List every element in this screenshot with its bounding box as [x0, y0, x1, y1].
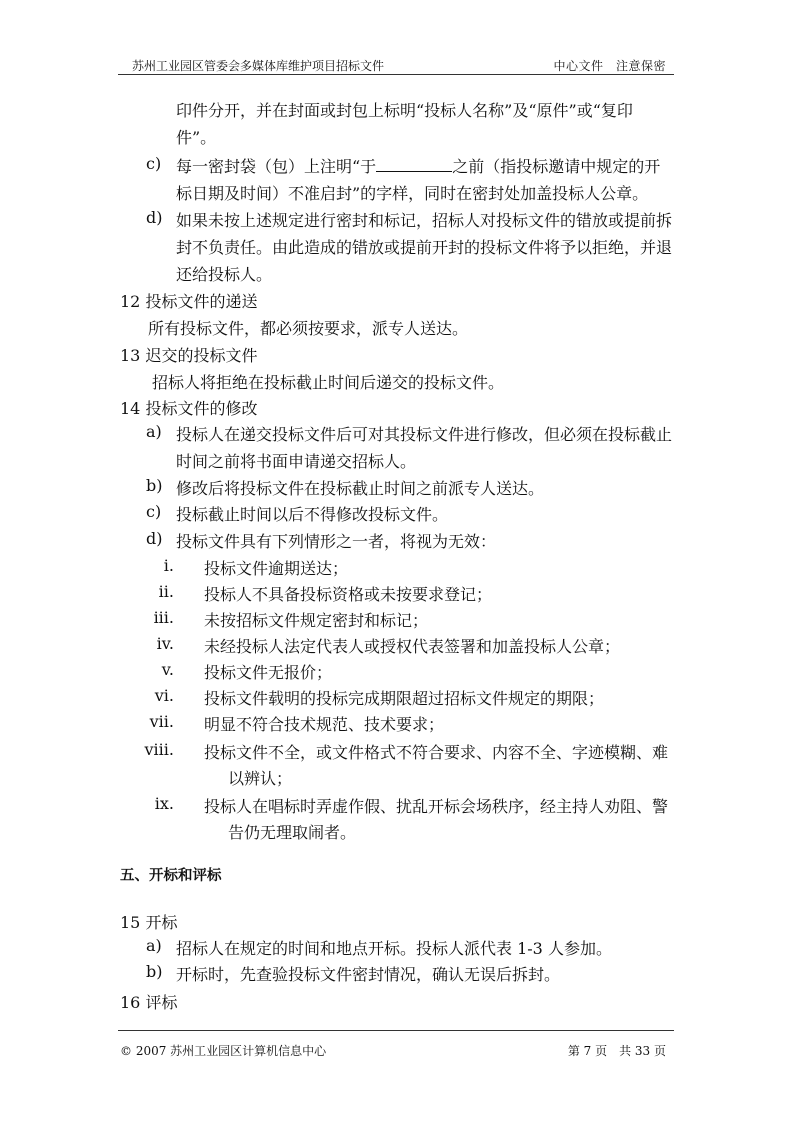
- roman-marker: iii.: [153, 608, 174, 627]
- roman-marker: v.: [161, 660, 174, 679]
- roman-item-text: 投标文件无报价；: [204, 663, 333, 682]
- item-marker: b): [146, 962, 163, 981]
- clause-body-13: 招标人将拒绝在投标截止时间后递交的投标文件。: [152, 373, 505, 392]
- roman-marker: viii.: [144, 740, 174, 759]
- roman-marker: ix.: [154, 794, 174, 813]
- list-item-text: 修改后将投标文件在投标截止时间之前派专人送达。: [176, 479, 545, 498]
- list-item-text: 标日期及时间）不准启封”的字样，同时在密封处加盖投标人公章。: [176, 184, 649, 203]
- section-heading: 五、开标和评标: [120, 868, 222, 884]
- clause-heading-12: 12 投标文件的递送: [120, 292, 258, 311]
- list-item-text: 还给投标人。: [176, 265, 273, 284]
- list-item-text: 投标人在递交投标文件后可对其投标文件进行修改，但必须在投标截止: [176, 425, 673, 444]
- footer-copyright: © 2007 苏州工业园区计算机信息中心: [120, 1044, 327, 1058]
- page-header: [118, 54, 674, 75]
- header-confidential-label: 中心文件 注意保密: [553, 59, 666, 73]
- blank-underline: [376, 157, 452, 172]
- item-marker: c): [146, 502, 162, 521]
- roman-marker: vii.: [149, 712, 174, 731]
- item-marker: a): [146, 422, 162, 441]
- roman-item-text: 明显不符合技术规范、技术要求；: [204, 715, 445, 734]
- clause-heading-16: 16 评标: [120, 993, 178, 1012]
- roman-item-text: 投标人不具备投标资格或未按要求登记；: [204, 585, 493, 604]
- list-item-text: 招标人在规定的时间和地点开标。投标人派代表 1-3 人参加。: [176, 939, 612, 958]
- item-marker: d): [146, 529, 163, 548]
- header-document-title: 苏州工业园区管委会多媒体库维护项目招标文件: [132, 59, 385, 73]
- continuation-line-1: 印件分开，并在封面或封包上标明“投标人名称”及“原件”或“复印: [176, 101, 633, 120]
- roman-item-text-cont: 以辨认；: [228, 769, 293, 788]
- list-item-text: 如果未按上述规定进行密封和标记，招标人对投标文件的错放或提前拆: [176, 211, 673, 230]
- roman-item-text: 投标文件不全，或文件格式不符合要求、内容不全、字迹模糊、难: [204, 743, 669, 762]
- roman-item-text: 投标文件逾期送达；: [204, 559, 349, 578]
- list-item-text: 开标时，先查验投标文件密封情况，确认无误后拆封。: [176, 965, 561, 984]
- list-item-text: 投标文件具有下列情形之一者，将视为无效：: [176, 532, 497, 551]
- roman-marker: i.: [163, 556, 174, 575]
- roman-item-text: 未经投标人法定代表人或授权代表签署和加盖投标人公章；: [204, 637, 621, 656]
- item-text-part1: 每一密封袋（包）上注明“于: [176, 157, 377, 176]
- list-item-text: [176, 154, 660, 177]
- roman-item-text: 未按招标文件规定密封和标记；: [204, 611, 429, 630]
- roman-marker: ii.: [158, 582, 174, 601]
- list-item-text: 投标截止时间以后不得修改投标文件。: [176, 505, 449, 524]
- clause-body-12: 所有投标文件，都必须按要求，派专人送达。: [148, 319, 469, 338]
- list-item-text: 时间之前将书面申请递交招标人。: [176, 452, 417, 471]
- roman-item-text: 投标人在唱标时弄虚作假、扰乱开标会场秩序，经主持人劝阻、警: [204, 797, 669, 816]
- item-text-part2: 之前（指投标邀请中规定的开: [452, 157, 661, 176]
- item-marker: c): [146, 154, 162, 173]
- roman-item-text-cont: 告仍无理取闹者。: [228, 823, 357, 842]
- roman-item-text: 投标文件载明的投标完成期限超过招标文件规定的期限；: [204, 689, 605, 708]
- item-marker: d): [146, 208, 163, 227]
- clause-heading-14: 14 投标文件的修改: [120, 399, 258, 418]
- item-marker: b): [146, 476, 163, 495]
- roman-marker: iv.: [156, 634, 174, 653]
- continuation-line-2: 件”。: [176, 128, 217, 147]
- item-marker: a): [146, 936, 162, 955]
- clause-heading-13: 13 迟交的投标文件: [120, 346, 258, 365]
- footer-page-number: 第 7 页 共 33 页: [567, 1044, 666, 1058]
- page-footer: [118, 1030, 674, 1058]
- clause-heading-15: 15 开标: [120, 913, 178, 932]
- list-item-text: 封不负责任。由此造成的错放或提前开封的投标文件将予以拒绝，并退: [176, 238, 673, 257]
- roman-marker: vi.: [154, 686, 174, 705]
